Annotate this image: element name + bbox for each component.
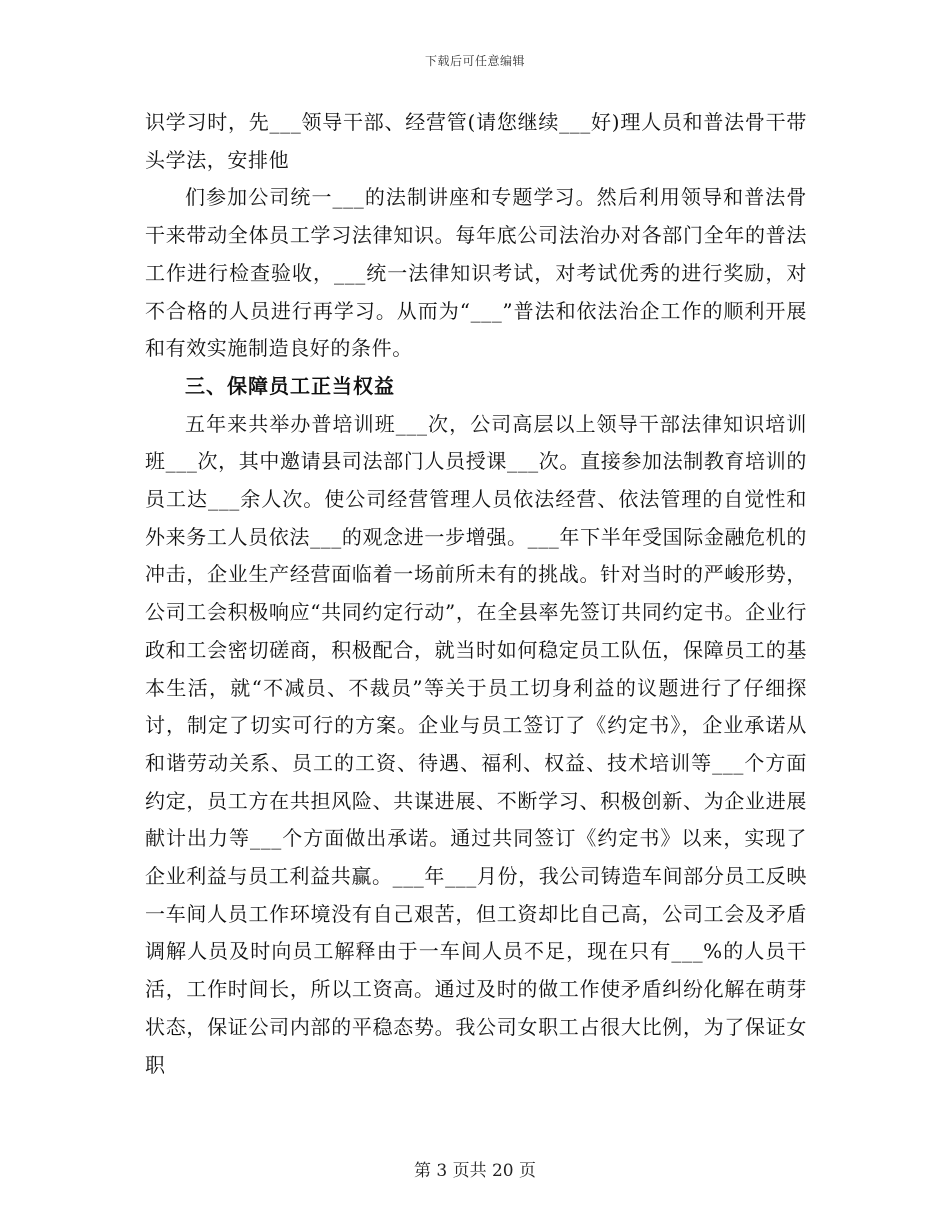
paragraph-continued: 识学习时，先___领导干部、经营管(请您继续___好)理人员和普法骨干带头学法，安排他 bbox=[145, 110, 807, 172]
paragraph-employee-rights: 五年来共举办普培训班___次，公司高层以上领导干部法律知识培训班___次，其中邀请县司法部门人员授课___次。直接参加法制教育培训的员工达___余人次。使公司经营管理人员依法经营、依法管理的自觉性和外来务工人员依法___的观念进一步增强。___年下半年受国际金融危机的冲击，企业生产经营面临着一场前所未有的挑战。针对当时的严峻形势，公司工会积极响应“共同约定行动”，在全县率先签订共同约定书。企业行政和工会密切磋商，积极配合，就当时如何稳定员工队伍，保障员工的基本生活，就“不减员、不裁员”等关于员工切身利益的议题进行了仔细探讨，制定了切实可行的方案。企业与员工签订了《约定书》，企业承诺从和谐劳动关系、员工的工资、待遇、福利、权益、技术培训等___个方面约定，员工方在共担风险、共谋进展、不断学习、积极创新、为企业进展献计出力等___个方面做出承诺。通过共同签订《约定书》以来，实现了企业利益与员工利益共赢。___年___月份，我公司铸造车间部分员工反映一车间人员工作环境没有自己艰苦，但工资却比自己高，公司工会及矛盾调解人员及时向员工解释由于一车间人员不足，现在只有___%的人员干活，工作时间长，所以工资高。通过及时的做工作使矛盾纠纷化解在萌芽状态，保证公司内部的平稳态势。我公司女职工占很大比例，为了保证女职 bbox=[145, 411, 807, 1077]
page-number: 第 3 页共 20 页 bbox=[413, 1161, 537, 1181]
page-header: 下载后可任意编辑 bbox=[424, 54, 525, 68]
paragraph-legal-study: 们参加公司统一___的法制讲座和专题学习。然后利用领导和普法骨干来带动全体员工学习法律知识。每年底公司法治办对各部门全年的普法工作进行检查验收，___统一法律知识考试，对考试优秀的进行奖励，对不合格的人员进行再学习。从而为“___”普法和依法治企工作的顺利开展和有效实施制造良好的条件。 bbox=[145, 185, 807, 361]
document-body bbox=[145, 104, 807, 1084]
section-heading: 三、保障员工正当权益 bbox=[185, 373, 395, 398]
